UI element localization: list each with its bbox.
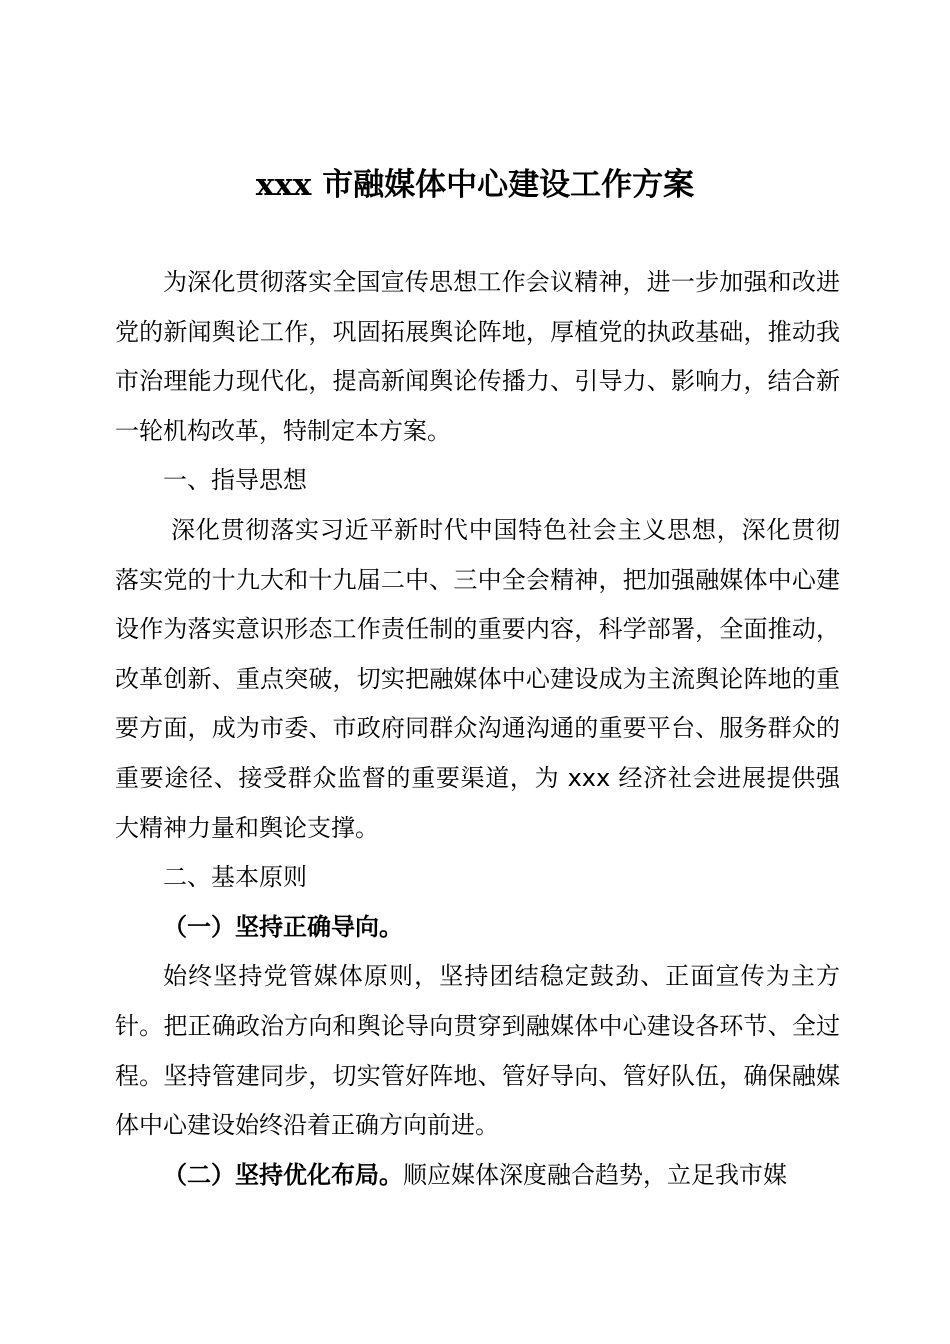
- intro-paragraph: 为深化贯彻落实全国宣传思想工作会议精神，进一步加强和改进党的新闻舆论工作，巩固拓展舆论阵地，厚植党的执政基础，推动我市治理能力现代化，提高新闻舆论传播力、引导力、影响力，结合新一轮机构改革，特制定本方案。: [115, 268, 840, 445]
- section-body-guiding-thought: 深化贯彻落实习近平新时代中国特色社会主义思想，深化贯彻落实党的十九大和十九届二中、三中全会精神，把加强融媒体中心建设作为落实意识形态工作责任制的重要内容，科学部署，全面推动，改革创新、重点突破，切实把融媒体中心建设成为主流舆论阵地的重要方面，成为市委、市政府同群众沟通沟通的重要平台、服务群众的重要途径、接受群众监督的重要渠道，为 xxx 经济社会进展提供强大精神力量和舆论支撑。: [115, 515, 840, 842]
- principle-body-correct-orientation: 始终坚持党管媒体原则，坚持团结稳定鼓劲、正面宣传为主方针。把正确政治方向和舆论导向贯穿到融媒体中心建设各环节、全过程。坚持管建同步，切实管好阵地、管好导向、管好队伍，确保融媒体中心建设始终沿着正确方向前进。: [115, 962, 840, 1140]
- principle-body-optimize-layout: 顺应媒体深度融合趋势，立足我市媒: [403, 1160, 787, 1189]
- document-body: [115, 258, 840, 1200]
- principle-heading-correct-orientation: （一）坚持正确导向。: [163, 912, 403, 941]
- section-heading-basic-principles: 二、基本原则: [163, 863, 307, 892]
- principle-paragraph-optimize-layout: [115, 1151, 840, 1201]
- document-title: xxx 市融媒体中心建设工作方案: [255, 167, 695, 203]
- section-heading-guiding-thought: 一、指导思想: [163, 466, 307, 495]
- principle-heading-optimize-layout: （二）坚持优化布局。: [163, 1160, 403, 1189]
